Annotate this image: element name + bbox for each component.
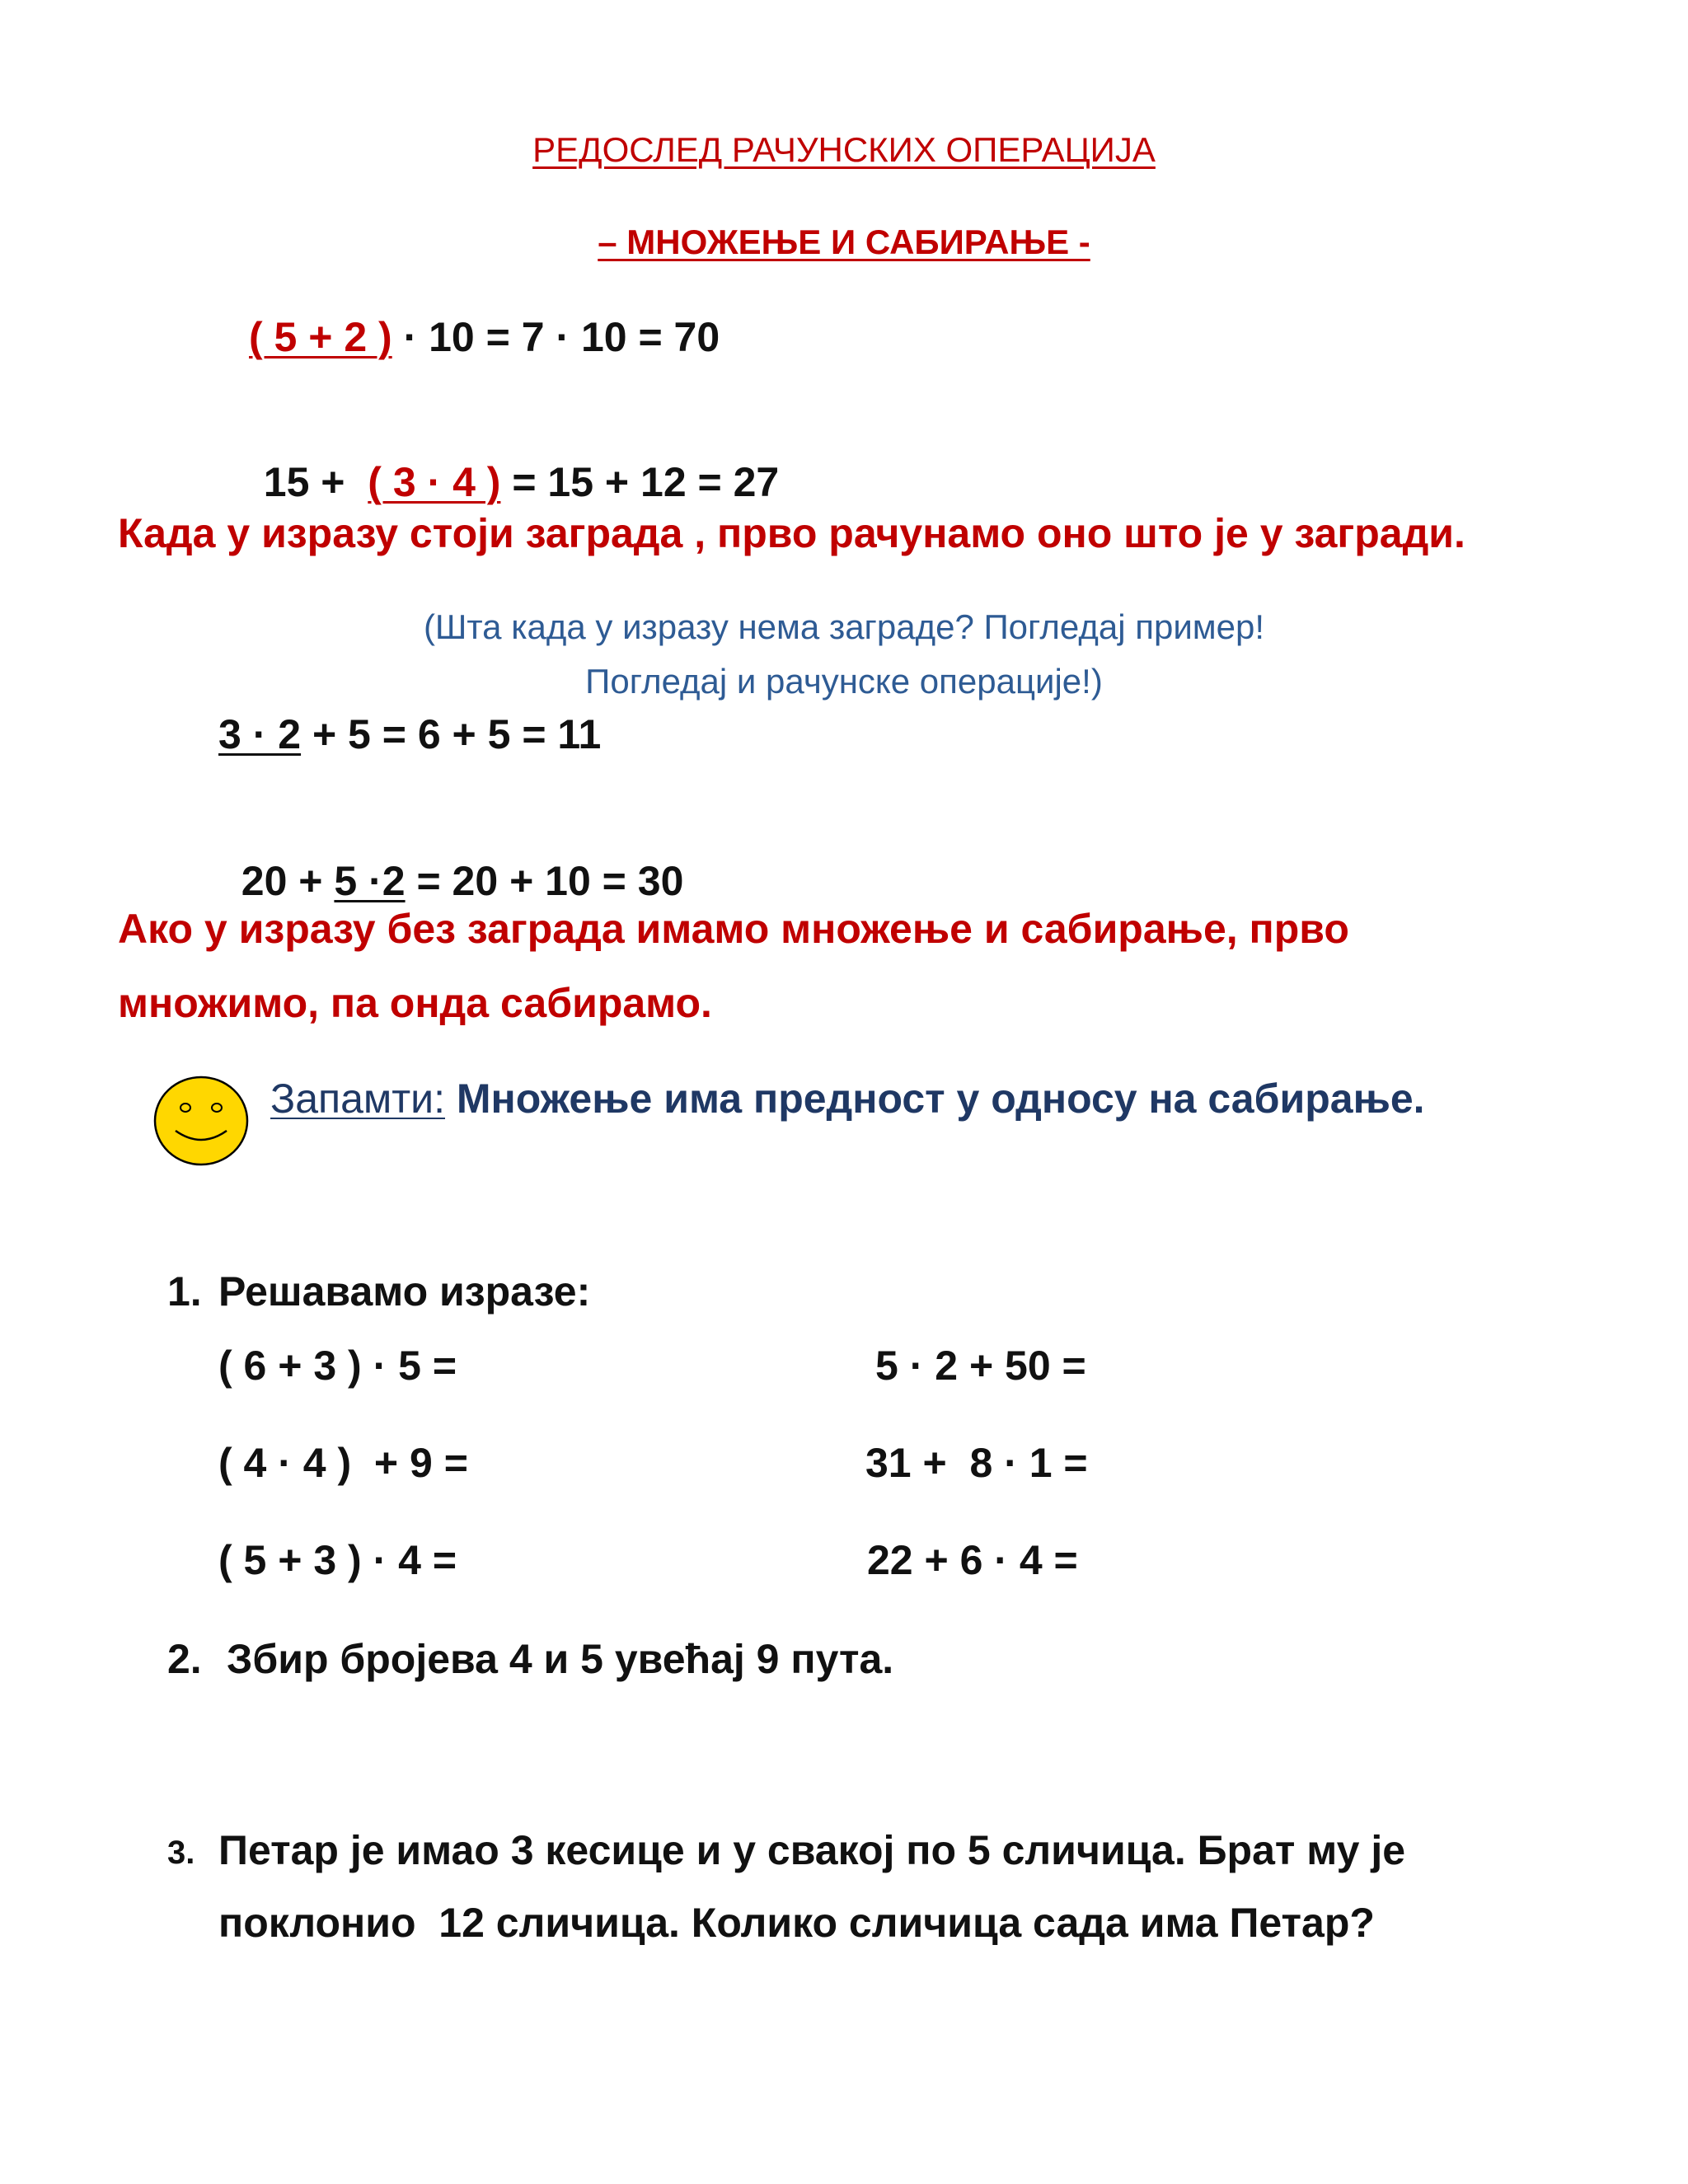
remember-text: Множење има предност у односу на сабирање. bbox=[445, 1076, 1425, 1122]
remember-label: Запамти: bbox=[270, 1076, 445, 1122]
task-1-expr: 5 · 2 + 50 = bbox=[875, 1343, 1086, 1389]
example-rest: = 20 + 10 = 30 bbox=[405, 858, 684, 904]
hint-text bbox=[0, 600, 1688, 709]
task-1-expr: 31 + 8 · 1 = bbox=[865, 1440, 1088, 1486]
task-1-expr: ( 5 + 3 ) · 4 = bbox=[218, 1537, 457, 1583]
task-1-expr: ( 4 · 4 ) + 9 = bbox=[218, 1440, 468, 1486]
task-1-expr: ( 6 + 3 ) · 5 = bbox=[218, 1343, 457, 1389]
hint-line: (Шта када у изразу нема заграде? Погледај пример! bbox=[423, 607, 1265, 646]
example-bracket-highlight: ( 5 + 2 ) bbox=[249, 314, 392, 360]
rule-order-line2: множимо, па онда сабирамо. bbox=[118, 980, 712, 1026]
task-3-line2: поклонио 12 сличица. Колико сличица сада има Петар? bbox=[218, 1900, 1375, 1946]
task-2-text: Збир бројева 4 и 5 увећај 9 пута. bbox=[227, 1636, 894, 1682]
smiley-icon bbox=[152, 1075, 250, 1167]
example-underlined: 5 ·2 bbox=[334, 858, 406, 904]
rule-order-line1: Ако у изразу без заграда имамо множење и сабирање, прво bbox=[118, 906, 1349, 952]
task-1-expr: 22 + 6 · 4 = bbox=[867, 1537, 1078, 1583]
example-rest: + 5 = 6 + 5 = 11 bbox=[301, 711, 602, 757]
task-1-number: 1. bbox=[167, 1268, 202, 1315]
task-3-line1: Петар је имао 3 кесице и у свакој по 5 сличица. Брат му је bbox=[218, 1827, 1406, 1873]
rule-brackets: Када у изразу стоји заграда , прво рачунамо оно што је у загради. bbox=[118, 510, 1465, 556]
example-underlined: 3 · 2 bbox=[218, 711, 302, 757]
page-subtitle: – МНОЖЕЊЕ И САБИРАЊЕ - bbox=[598, 223, 1090, 261]
remember-note bbox=[270, 1075, 1425, 1122]
example-bracket-highlight: ( 3 · 4 ) bbox=[368, 459, 501, 505]
example-pre: 20 + bbox=[241, 858, 335, 904]
example-bracket-rest: = 15 + 12 = 27 bbox=[500, 459, 780, 505]
page-title: РЕДОСЛЕД РАЧУНСКИХ ОПЕРАЦИЈА bbox=[532, 130, 1156, 169]
hint-line: Погледај и рачунске операције!) bbox=[585, 662, 1103, 701]
task-2-number: 2. bbox=[167, 1636, 202, 1682]
task-3-number: 3. bbox=[167, 1835, 195, 1871]
example-no-bracket-2 bbox=[218, 809, 683, 905]
example-bracket-pre: 15 + bbox=[263, 459, 368, 505]
task-1-text: Решавамо изразе: bbox=[218, 1268, 591, 1315]
example-no-bracket-1 bbox=[218, 710, 601, 758]
example-bracket-2 bbox=[241, 410, 779, 506]
example-bracket-rest: · 10 = 7 · 10 = 70 bbox=[392, 314, 720, 360]
example-bracket-1 bbox=[249, 313, 720, 361]
